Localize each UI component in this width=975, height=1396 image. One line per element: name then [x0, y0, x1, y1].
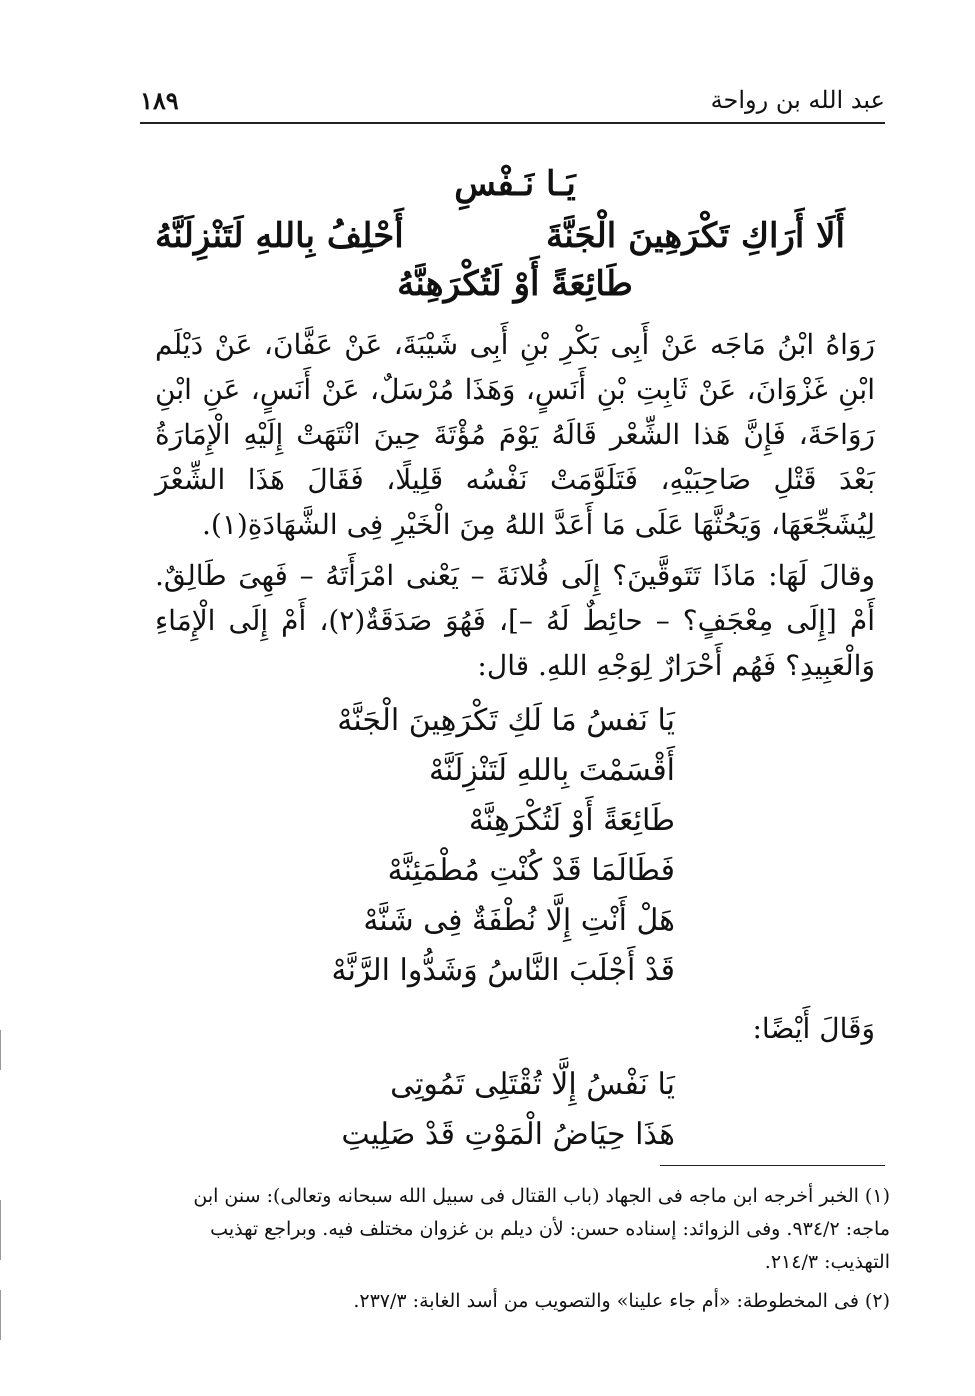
paragraph-speech: وقالَ لَهَا: مَاذَا تَتَوقَّينَ؟ إِلَى فُلانَةَ – يَعْنى امْرَأَتَهُ – فَهِىَ طَالِقٌ. أَمْ [إِلَى مِعْجَفٍ؟ – حائِطٌ لَهُ –]، فَهُوَ صَدَقَةٌ(٢)، أَمْ إِلَى الْإِمَاءِ وَالْعَبِيدِ؟ فَهُم أَحْرَارٌ لِوَجْهِ اللهِ. قال: [155, 559, 875, 682]
scan-edge-mark [0, 1290, 1, 1340]
poem-line: هَذَا حِيَاضُ الْمَوْتِ قَدْ صَلِيتِ [341, 1117, 675, 1152]
page-number: ١٨٩ [140, 86, 179, 115]
top-verse-hemistich-right: أَلَا أَرَاكِ تَكْرَهِينَ الْجَنَّةَ [546, 216, 845, 256]
scan-edge-mark [0, 1030, 1, 1070]
poem-line: يَا نَفسُ مَا لَكِ تَكْرَهِينَ الْجَنَّهْ [337, 703, 675, 738]
section-title: يَـا نَـفْسِ [454, 164, 576, 204]
footnote-rule [660, 1165, 885, 1166]
poem-line: أَقْسَمْتَ بِاللهِ لَتَنْزِلَنَّهْ [428, 753, 675, 788]
poem-line: يَا نَفْسُ إِلَّا تُقْتَلِى تَمُوتِى [390, 1067, 675, 1102]
poem-line: طَائِعَةً أَوْ لَتُكْرَهِنَّهْ [468, 803, 675, 838]
main-content [155, 160, 875, 1160]
header-title: عبد الله بن رواحة [710, 86, 885, 114]
top-verse-line-2: طَائِعَةً أَوْ لَتُكْرَهِنَّهُ [397, 264, 633, 304]
poem-line: قَدْ أَجْلَبَ النَّاسُ وَشَدُّوا الرَّنَّهْ [331, 953, 675, 988]
paragraph-narration: رَوَاهُ ابْنُ مَاجَه عَنْ أَبِى بَكْرِ بْنِ أَبِى شَيْبَةَ، عَنْ عَفَّانَ، عَنْ دَيْلَم ابْنِ غَزْوَانَ، عَنْ ثَابِتِ بْنِ أَنَسٍ، وَهَذَا مُرْسَلٌ، عَنْ أَنَسٍ، عَنِ ابْنِ رَوَاحَةَ، فَإِنَّ هَذا الشِّعْر قَالَهُ يَوْمَ مُؤْتَةَ حِينَ انْتَهَتْ إِلَيْهِ الْإِمَارَةُ بَعْدَ قَتْلِ صَاحِبَيْهِ، فَتَلَوَّمَتْ نَفْسُه قَلِيلًا، فَقَالَ هَذَا الشِّعْرَ لِيُشَجِّعَهَا، وَيَحُثَّهَا عَلَى مَا أَعَدَّ اللهُ مِنَ الْخَيْرِ فِى الشَّهَادَةِ(١). [155, 328, 875, 541]
poem-1 [155, 696, 675, 996]
footnote-1: (١) الخبر أخرجه ابن ماجه فى الجهاد (باب القتال فى سبيل الله سبحانه وتعالى): سنن ابن ماجه: ٩٣٤/٢. وفى الزوائد: إسناده حسن: لأن ديلم بن غزوان مختلف فيه. وبراجع تهذيب التهذيب: ٢١٤/٣. [193, 1185, 890, 1273]
running-header [140, 82, 885, 122]
scan-edge-mark [0, 1200, 1, 1260]
footnotes [150, 1180, 890, 1318]
top-verse-hemistich-left: أَحْلِفُ بِاللهِ لَتَنْزِلَنَّهُ [155, 216, 404, 256]
poem-2 [155, 1060, 675, 1160]
top-verse-line-1 [155, 212, 875, 260]
poem-2-intro: وَقَالَ أَيْضًا: [752, 1012, 875, 1045]
header-rule [140, 122, 885, 124]
poem-line: فَطَالَمَا قَدْ كُنْتِ مُطْمَئِنَّهْ [387, 853, 675, 888]
footnote-2: (٢) فى المخطوطة: «أم جاء علينا» والتصويب من أسد الغابة: ٢٣٧/٣. [353, 1290, 890, 1312]
poem-line: هَلْ أَنْتِ إِلَّا نُطْفَةٌ فِى شَنَّهْ [363, 903, 675, 938]
